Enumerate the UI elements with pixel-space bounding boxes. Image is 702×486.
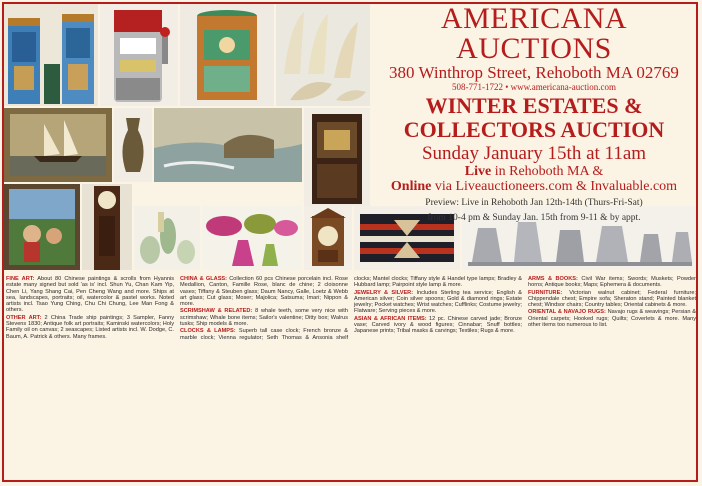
- catalog-section: OTHER ART: 2 China Trade ship paintings; 3 Sampler, Fanny Stevens 1830; Antique folk art portraits; Kaminski watercolors; Holy Family oil on canvas; 2 seascapes; Listed artists incl. W. Dodge, C. Baum, A. Patrick & others. Many frames.: [6, 314, 174, 340]
- preview-line2: from 10-4 pm & Sunday Jan. 15th from 9-11 & by appt.: [427, 213, 641, 223]
- catalog-section: ASIAN & AFRICAN ITEMS: 12 pc. Chinese carved jade; Bronze vase; Carved ivory & wood figures; Cinnabar; Snuff bottles; Japanese prints; Tribal masks & carvings; Textiles; Rugs & more.: [354, 315, 522, 335]
- cabinet-photo: [304, 108, 370, 206]
- catalog-section: CHINA & GLASS: Collection 60 pcs Chinese porcelain incl. Rose Medallion, Canton, Famille Rose, blanc de chine; 2 cloisonne vases; Tiffany & Steuben glass; Daum Nancy, Galle, Loetz & Webb art glass; Cut glass; Moser; Majolica; Satsuma; Imari; Nippon & more.: [180, 276, 348, 308]
- auction-title-line1: WINTER ESTATES &: [425, 93, 643, 118]
- mantel-clock-photo: [304, 206, 352, 270]
- catalog-section: JEWELRY & SILVER: Includes Sterling tea service; English & American silver; Coin silver spoons; Gold & diamond rings; Estate jewelry; Pocket watches; Wrist watches; Cufflinks; Costume jewelry; Flatware; Serving pieces & more.: [354, 289, 523, 315]
- bronze-vase-photo: [114, 108, 152, 182]
- catalog-section: FINE ART: About 80 Chinese paintings & scrolls from Hyannis estate many signed but sold 'as is' incl. Shun Yu, Chan Kam Yip, Chen Li, Yang Shang Cai, Pen Cheng Wang and more. Ships at sea, landscapes, portraits; oil, watercolor & pastel works. Noted artists incl. Tsao Yung Ching, Chu Chi Chung, Lee Man Fong & others.: [6, 276, 174, 314]
- ship-painting-photo: [4, 108, 112, 182]
- art-glass-photo: [202, 206, 302, 270]
- scrimshaw-photo: [276, 4, 370, 106]
- cloisonne-vases-photo: [4, 4, 98, 106]
- preview-line1: Preview: Live in Rehoboth Jan 12th-14th (Thurs-Fri-Sat): [425, 198, 643, 208]
- catalog-section: ARMS & BOOKS: Civil War items; Swords; Muskets; Powder horns; Antique books; Maps; Ephemera & documents.: [528, 276, 696, 289]
- garden-seat-photo: [180, 4, 274, 106]
- catalog-section: ORIENTAL & NAVAJO RUGS: Navajo rugs & weavings; Persian & Oriental carpets; Hooked rugs; Quilts; Coverlets & more. Many other items too numerous to list.: [528, 309, 696, 329]
- live-location: Live in Rehoboth MA &: [464, 164, 604, 179]
- folk-art-painting-photo: [4, 184, 80, 270]
- slot-machine-photo: [100, 4, 178, 106]
- company-name: AMERICANA AUCTIONS: [440, 2, 628, 65]
- auction-date: Sunday January 15th at 11am: [421, 143, 647, 164]
- catalog-section: FURNITURE: Victorian walnut cabinet; Federal furniture; Chippendale chest; Empire sofa; Sheraton stand; Painted blanket chest; Windsor chairs; Country tables; Oriental cabinets & more.: [528, 289, 696, 309]
- catalog-section: SCRIMSHAW & RELATED: 8 whale teeth, some very nice with scrimshaw; Whale bone items; Sailor's valentine; Ditty box; Walrus tusks; Ship models & more.: [180, 308, 348, 328]
- company-address: 380 Winthrop Street, Rehoboth MA 02769: [389, 63, 679, 82]
- auction-header: [372, 4, 696, 224]
- auction-title-line2: COLLECTORS AUCTION: [403, 117, 665, 142]
- company-contact: 508-771-1722 • www.americana-auction.com: [451, 82, 616, 92]
- jade-carvings-photo: [134, 206, 200, 270]
- seascape-photo: [154, 108, 302, 182]
- catalog-section: CLOCKS & LAMPS: Superb tall case clock; French bronze & marble clock; Vienna regulator; Seth Thomas & Ansonia shelf clocks; Mantel clocks; Tiffany style & Handel type lamps; Bradley & Hubbard lamp; Pairpoint style lamp & more.: [180, 276, 522, 341]
- online-platforms: Online via Liveauctioneers.com & Invaluable.com: [390, 179, 678, 194]
- catalog-description: [6, 276, 696, 482]
- tall-case-clock-photo: [82, 184, 132, 270]
